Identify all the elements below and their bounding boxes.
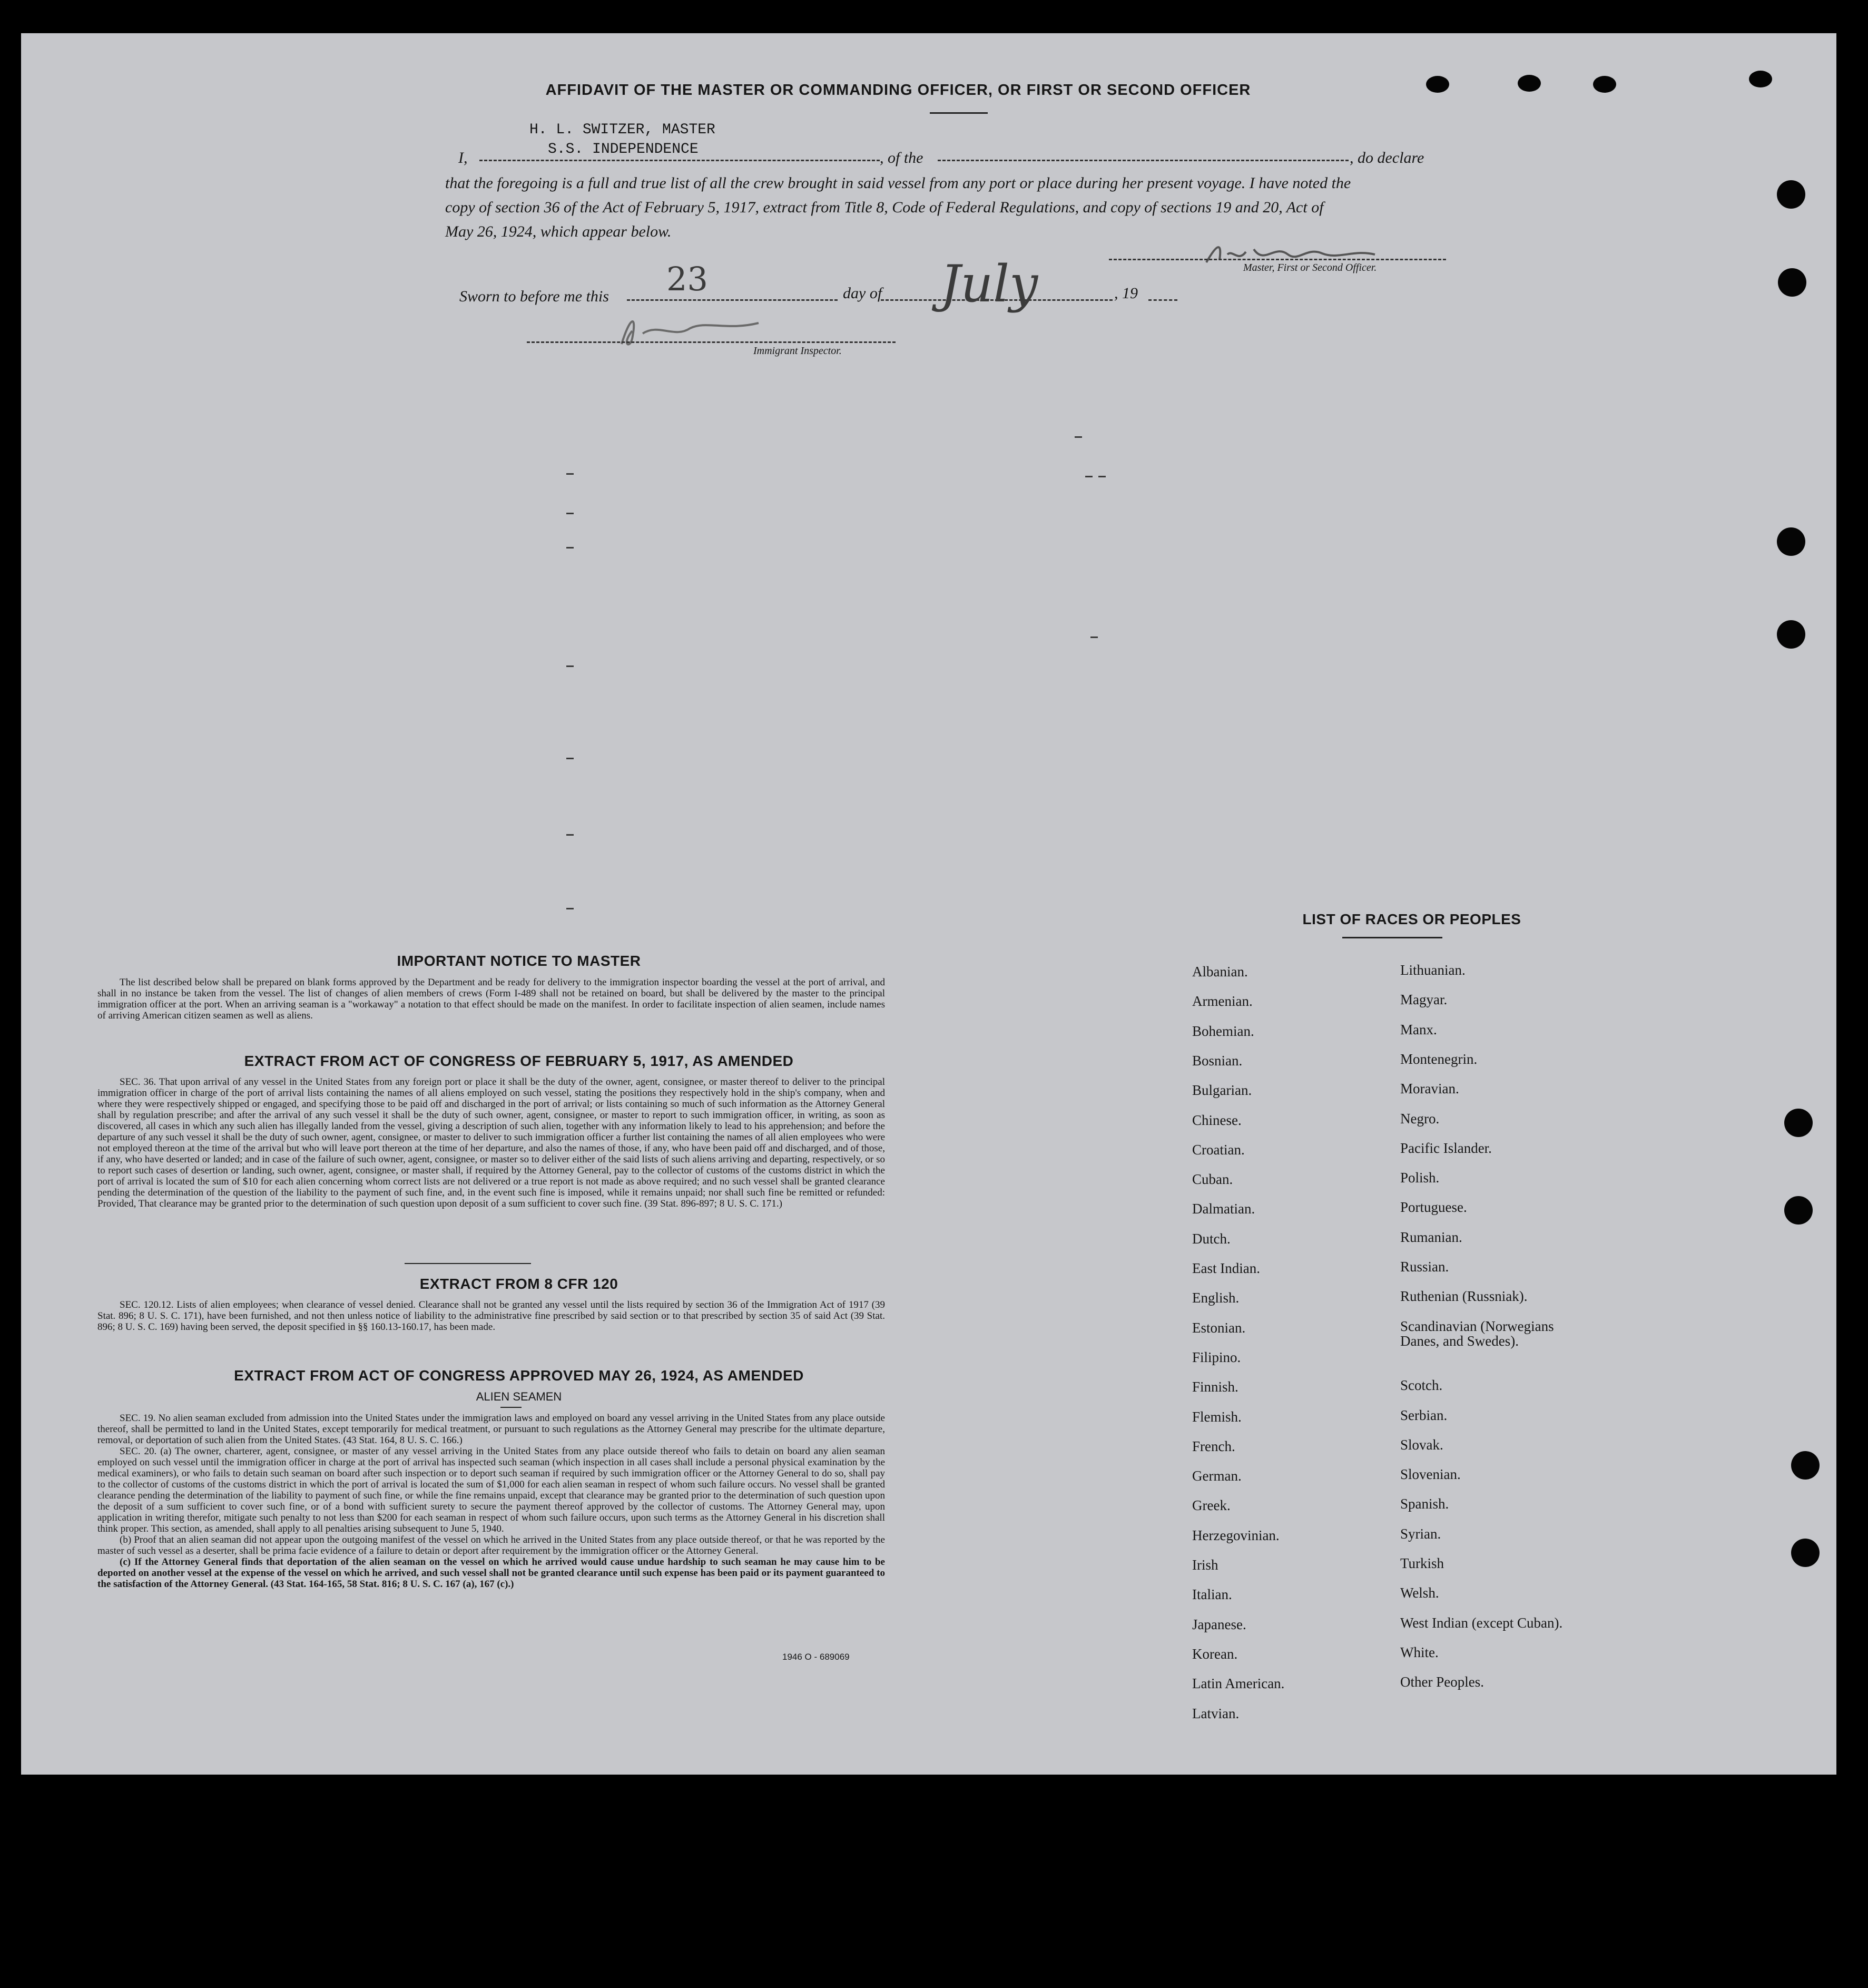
extract-1924-text — [97, 1413, 885, 1590]
race-item: Armenian. — [1192, 993, 1253, 1010]
punch-hole — [1518, 75, 1541, 92]
race-item: Pacific Islander. — [1400, 1140, 1492, 1156]
extract-1917-text: SEC. 36. That upon arrival of any vessel in the United States from any foreign port or place it shall be the duty of the owner, agent, consignee, or master thereof to deliver to the principal immigration officer in charge of the port of arrival lists containing the names of all aliens employed on such vessel, stating the positions they respectively hold in the ship's company, when and where they were respectively shipped or engaged, and specifying those to be paid off and discharged in the port of arrival; or lists containing so much of such information as the Attorney General shall by regulation prescribe; and after the arrival of any such vessel it shall be the duty of such owner, agent, consignee, or master to report to such immigration officer, in writing, as soon as discovered, all cases in which any such alien has illegally landed from the vessel, giving a description of such alien, together with any information likely to lead to his apprehension; and before the departure of any such vessel it shall be the duty of such owner, agent, consignee, or master to deliver to such immigration officer a further list containing the names of all alien employees who were not employed thereon at the time of the arrival but who will leave port thereon at the time of her departure, and also the names of those, if any, who have been paid off and discharged, and of those, if any, who have deserted or landed; and in case of the failure of such owner, agent, consignee, or master so to deliver either of the said lists of such aliens arriving and departing, respectively, or so to report such cases of desertion or landing, such owner, agent, consignee, or master shall, if required by the Attorney General, pay to the collector of customs of the customs district in which the port of arrival is located the sum of $10 for each alien concerning whom correct lists are not delivered or a true report is not made as above required; and no such vessel shall be granted clearance pending the determination of the question of the liability to the payment of such fine, and, in the event such fine is imposed, while it remains unpaid; nor shall such fine be remitted or refunded: Provided, That clearance may be granted prior to the determination of such question upon deposit of a sum sufficient to cover such fine. (39 Stat. 896-897; 8 U. S. C. 171.) — [97, 1076, 885, 1209]
signature-caption: Master, First or Second Officer. — [1243, 262, 1377, 273]
punch-hole — [1593, 76, 1616, 93]
race-item: Bulgarian. — [1192, 1082, 1252, 1099]
punch-hole — [1777, 180, 1805, 209]
race-item: Estonian. — [1192, 1319, 1246, 1336]
divider — [500, 1407, 522, 1408]
affidavit-title: AFFIDAVIT OF THE MASTER OR COMMANDING OFFICER, OR FIRST OR SECOND OFFICER — [545, 82, 1251, 99]
rule-mark — [1085, 476, 1093, 477]
race-item: Lithuanian. — [1400, 962, 1466, 978]
race-item: Ruthenian (Russniak). — [1400, 1288, 1528, 1305]
race-item: Scandinavian (Norwegians Danes, and Swedes). — [1400, 1318, 1554, 1349]
race-item: Bosnian. — [1192, 1052, 1243, 1069]
race-item: Scotch. — [1400, 1377, 1443, 1394]
typed-vessel-name: S.S. INDEPENDENCE — [548, 141, 699, 158]
rule-mark — [566, 547, 574, 549]
race-item: White. — [1400, 1644, 1439, 1660]
punch-hole — [1426, 76, 1449, 93]
print-code: 1946 O - 689069 — [782, 1652, 850, 1662]
race-item: French. — [1192, 1438, 1235, 1454]
race-item: Flemish. — [1192, 1408, 1242, 1425]
rule-mark — [566, 473, 574, 475]
typed-master-name: H. L. SWITZER, MASTER — [529, 122, 715, 138]
affidavit-line-3: May 26, 1924, which appear below. — [445, 223, 672, 240]
race-item: Montenegrin. — [1400, 1051, 1478, 1067]
extract-1924-subtitle: ALIEN SEAMEN — [476, 1390, 562, 1403]
rule-mark — [566, 908, 574, 909]
race-item: Herzegovinian. — [1192, 1527, 1280, 1543]
rule-mark — [566, 665, 574, 667]
handwritten-day: 23 — [666, 260, 708, 298]
race-item: Dalmatian. — [1192, 1201, 1255, 1217]
inspector-caption: Immigrant Inspector. — [753, 345, 842, 357]
sworn-label: Sworn to before me this — [459, 288, 609, 305]
race-item: Croatian. — [1192, 1141, 1245, 1158]
punch-hole — [1784, 1109, 1813, 1137]
notice-text: The list described below shall be prepared on blank forms approved by the Department and be ready for delivery to the immigration inspector boarding the vessel at the port of arrival, and shall in no instance be taken from the vessel. The list of changes of alien members of crews (Form I-489 shall not be retained on board, but shall be delivered by the master to the principal immigration officer at the port. When an arriving seaman is a "workaway" a notation to that effect should be made on the manifest. In order to facilitate inspection of alien seamen, include names of arriving American citizen seamen as well as aliens. — [97, 977, 885, 1021]
race-item: Finnish. — [1192, 1379, 1238, 1395]
inspector-line — [527, 341, 896, 343]
race-item: Greek. — [1192, 1497, 1231, 1514]
race-item: Chinese. — [1192, 1112, 1242, 1128]
punch-hole — [1791, 1451, 1820, 1480]
races-underline — [1342, 937, 1442, 938]
year-line — [1148, 299, 1177, 301]
race-item: Turkish — [1400, 1555, 1444, 1571]
i-label: I, — [458, 149, 468, 167]
race-item: Negro. — [1400, 1110, 1440, 1127]
rule-mark — [1075, 436, 1082, 438]
affidavit-line-2: copy of section 36 of the Act of February 5, 1917, extract from Title 8, Code of Federal Regulations, and copy of sections 19 and 20, Act of — [445, 199, 1324, 216]
rule-mark — [566, 758, 574, 759]
race-item: Slovak. — [1400, 1436, 1443, 1453]
extract-cfr-text: SEC. 120.12. Lists of alien employees; when clearance of vessel denied. Clearance shall not be granted any vessel until the lists required by section 36 of the Immigration Act of 1917 (39 Stat. 896; 8 U. S. C. 171), have been furnished, and not then unless notice of liability to the administrative fine prescribed by said section or to that prescribed by section 35 of said Act (39 Stat. 896; 8 U. S. C. 169) having been served, the deposit specified in §§ 160.13-160.17, has been made. — [97, 1299, 885, 1333]
rule-mark — [1098, 476, 1106, 477]
title-underline — [930, 112, 988, 114]
rule-mark — [566, 513, 574, 514]
punch-hole — [1784, 1196, 1813, 1225]
race-item: Latvian. — [1192, 1705, 1240, 1721]
extract-1917-title: EXTRACT FROM ACT OF CONGRESS OF FEBRUARY 5, 1917, AS AMENDED — [244, 1053, 794, 1069]
signature-line — [1109, 259, 1446, 260]
punch-hole — [1777, 620, 1805, 649]
race-item: Magyar. — [1400, 992, 1448, 1008]
race-item: Albanian. — [1192, 964, 1248, 980]
punch-hole — [1777, 527, 1805, 556]
race-item: German. — [1192, 1468, 1242, 1484]
race-item: Italian. — [1192, 1587, 1232, 1603]
inspector-signature — [601, 307, 774, 355]
race-item: East Indian. — [1192, 1260, 1260, 1276]
race-item: West Indian (except Cuban). — [1400, 1614, 1563, 1631]
race-item: Irish — [1192, 1557, 1218, 1573]
sec-19: SEC. 19. No alien seaman excluded from admission into the United States under the immigration laws and employed on board any vessel arriving in the United States from any place outside thereof, shall be permitted to land in the United States, except temporarily for medical treatment, or pursuant to such regulations as the Attorney General may prescribe for the ultimate departure, removal, or deportation of such alien from the United States. (43 Stat. 164, 8 U. S. C. 166.) — [97, 1413, 885, 1446]
race-item: Japanese. — [1192, 1616, 1246, 1632]
day-line — [627, 299, 838, 301]
race-item: Manx. — [1400, 1021, 1437, 1037]
name-line — [479, 160, 880, 161]
races-title: LIST OF RACES OR PEOPLES — [1302, 911, 1521, 927]
punch-hole — [1749, 71, 1772, 87]
race-item: Portuguese. — [1400, 1199, 1467, 1216]
race-item: Filipino. — [1192, 1349, 1241, 1365]
race-item: Dutch. — [1192, 1230, 1231, 1247]
race-item: Russian. — [1400, 1259, 1449, 1275]
race-item: Moravian. — [1400, 1081, 1459, 1097]
race-item: Other Peoples. — [1400, 1674, 1484, 1690]
extract-cfr-title: EXTRACT FROM 8 CFR 120 — [419, 1276, 618, 1292]
affidavit-line-1: that the foregoing is a full and true list of all the crew brought in said vessel from any port or place during her present voyage. I have noted the — [445, 174, 1351, 192]
race-item: Latin American. — [1192, 1676, 1285, 1692]
race-item: Slovenian. — [1400, 1466, 1461, 1483]
document-sheet — [21, 33, 1836, 1775]
race-item: Rumanian. — [1400, 1229, 1462, 1245]
race-item: Syrian. — [1400, 1525, 1441, 1542]
handwritten-month: July — [940, 254, 1038, 314]
sec-20-a: SEC. 20. (a) The owner, charterer, agent, consignee, or master of any vessel arriving in the United States from any place outside thereof who fails to detain on board any alien seaman employed on such vessel until the immigration officer in charge at the port of arrival has inspected such seaman (which inspection in all cases shall include a personal physical examination by the medical examiners), or who fails to detain such seaman on board after such inspection or to deport such seaman if required by such immigration officer or the Attorney General to do so, shall pay to the collector of customs of the customs district in which the port of arrival is located the sum of $1,000 for each alien seaman in respect of whom such failure occurs. No vessel shall be granted clearance pending the determination of the liability to payment of such fine, or while the fine remains unpaid, except that clearance may be granted prior to the determination of such question upon the deposit of a sum sufficient to cover such fine, or of a bond with sufficient surety to secure the payment thereof approved by the collector of customs. The Attorney General may, upon application in writing therefor, mitigate such penalty to not less than $200 for each seaman in respect of whom such failure occurs, upon such terms as the Attorney General in his discretion shall think proper. This section, as amended, shall apply to all penalties arising subsequent to June 5, 1940. — [97, 1446, 885, 1534]
of-the-label: , of the — [880, 149, 923, 167]
divider — [405, 1263, 531, 1264]
vessel-line — [938, 160, 1349, 161]
extract-1924-title: EXTRACT FROM ACT OF CONGRESS APPROVED MAY 26, 1924, AS AMENDED — [234, 1367, 804, 1384]
year-label: , 19 — [1114, 285, 1138, 302]
race-item: Korean. — [1192, 1646, 1238, 1662]
declare-label: , do declare — [1350, 149, 1424, 167]
race-item: Polish. — [1400, 1170, 1440, 1186]
race-item: English. — [1192, 1290, 1240, 1306]
race-item: Bohemian. — [1192, 1023, 1254, 1039]
rule-mark — [566, 834, 574, 836]
rule-mark — [1090, 636, 1098, 638]
race-item: Cuban. — [1192, 1171, 1233, 1188]
race-item: Welsh. — [1400, 1585, 1439, 1601]
day-of-label: day of — [843, 285, 882, 302]
punch-hole — [1778, 268, 1806, 297]
notice-title: IMPORTANT NOTICE TO MASTER — [397, 953, 641, 969]
race-item: Serbian. — [1400, 1407, 1448, 1423]
sec-20-b: (b) Proof that an alien seaman did not appear upon the outgoing manifest of the vessel on which he arrived in the United States from any place outside thereof, or that he was reported by the master of such vessel as a deserter, shall be prima facie evidence of a failure to detain or deport after requirement by the immigration officer or the Attorney General. — [97, 1534, 885, 1556]
sec-20-c: (c) If the Attorney General finds that deportation of the alien seaman on the vessel on which he arrived would cause undue hardship to such seaman he may cause him to be deported on another vessel at the expense of the vessel on which he arrived, and such vessel shall not be granted clearance until such expense has been paid or its payment guaranteed to the satisfaction of the Attorney General. (43 Stat. 164-165, 58 Stat. 816; 8 U. S. C. 167 (a), 167 (c).) — [97, 1556, 885, 1590]
race-item: Spanish. — [1400, 1496, 1449, 1512]
punch-hole — [1791, 1539, 1820, 1567]
